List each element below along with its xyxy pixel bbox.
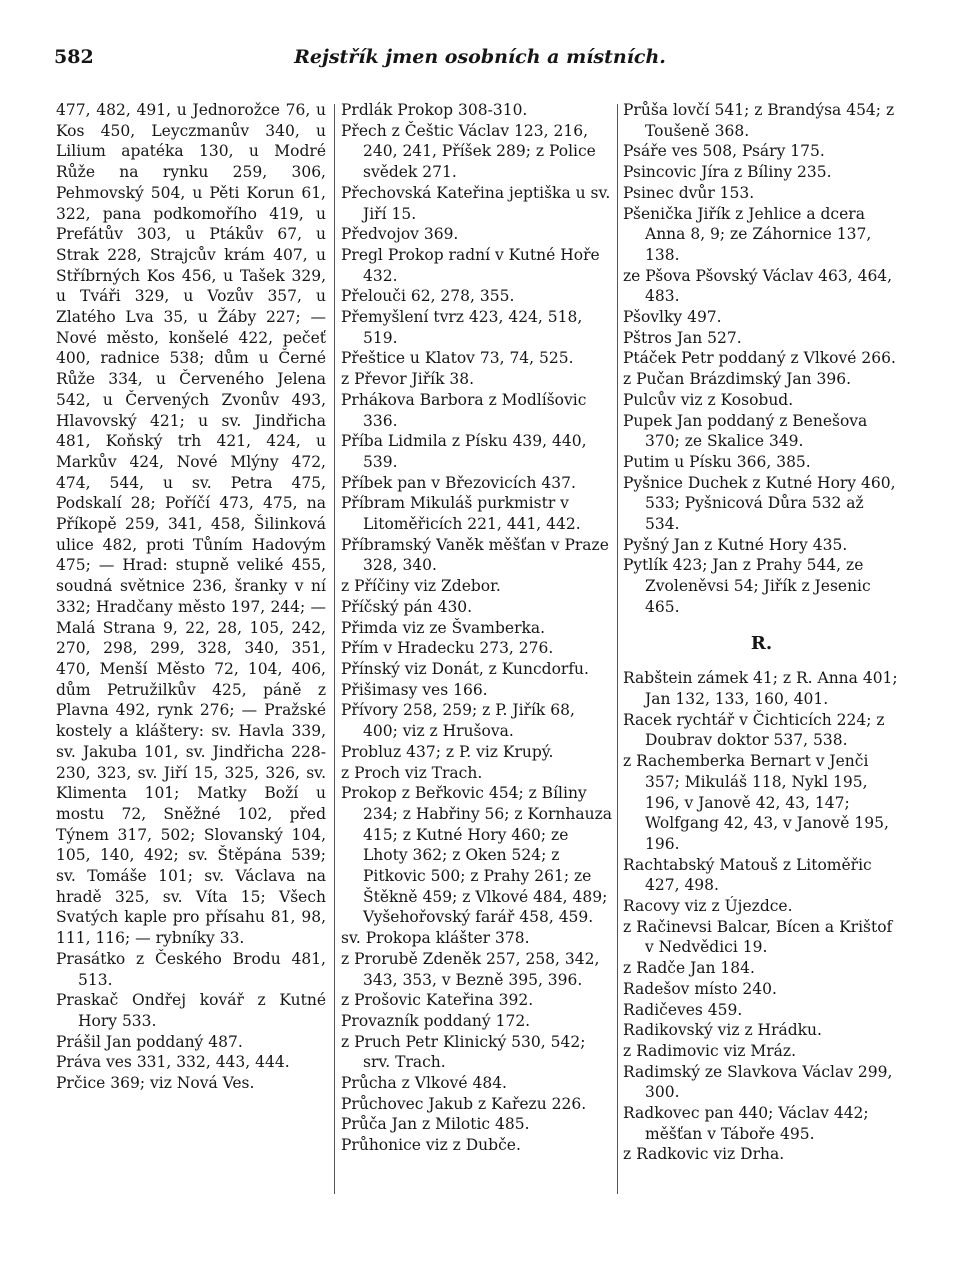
index-entry: Probluz 437; z P. viz Krupý. — [341, 742, 554, 761]
index-entry: z Rachemberka Bernart v Jenči 357; Mikuláš 118, Nykl 195, 196, v Janově 42, 43, 147; Wolfgang 42, 43, v Janově 195, 196. — [623, 752, 889, 853]
index-entry: Prhákova Barbora z Modlíšovic 336. — [341, 390, 587, 430]
index-column-1 — [56, 100, 326, 1094]
index-entry: Prokop z Beřkovic 454; z Bíliny 234; z Habřiny 56; z Kornhauza 415; z Kutné Hory 460; ze Lhoty 362; z Oken 524; z Pitkovic 500; z Prahy 261; ze Štěkně 459; z Vlkové 484, 489; Vyšehořovský farář 458, 459. — [341, 784, 613, 927]
index-entry: Přínský viz Donát, z Kuncdorfu. — [341, 659, 589, 678]
index-entry: Přelouči 62, 278, 355. — [341, 287, 515, 306]
index-entry: z Proch viz Trach. — [341, 763, 483, 782]
index-entry: Přišimasy ves 166. — [341, 680, 488, 699]
index-entry: Průča Jan z Milotic 485. — [341, 1115, 530, 1134]
index-entry: Přemyšlení tvrz 423, 424, 518, 519. — [341, 308, 583, 347]
index-entry: Radičeves 459. — [623, 1000, 743, 1019]
index-entry: ze Pšova Pšovský Václav 463, 464, 483. — [623, 266, 893, 306]
index-entry: z Převor Jiřík 38. — [341, 370, 475, 389]
index-entry: z Radkovic viz Drha. — [623, 1145, 785, 1164]
index-entry: Příbek pan v Březovicích 437. — [341, 473, 576, 492]
index-entry: Ptáček Petr poddaný z Vlkové 266. — [623, 349, 896, 368]
index-entry: z Radimovic viz Mráz. — [623, 1041, 797, 1060]
index-entry: Pregl Prokop radní v Kutné Hoře 432. — [341, 245, 600, 285]
index-entry: Prčice 369; viz Nová Ves. — [56, 1074, 255, 1093]
column-divider — [334, 104, 335, 1194]
index-entry: Pyšný Jan z Kutné Hory 435. — [623, 535, 848, 554]
index-entry: Putim u Písku 366, 385. — [623, 452, 811, 471]
index-entry: Průchovec Jakub z Kařezu 226. — [341, 1094, 587, 1113]
index-entry: Přím v Hradecku 273, 276. — [341, 639, 554, 658]
index-entry: z Pruch Petr Klinický 530, 542; srv. Trach. — [341, 1032, 586, 1072]
index-entry: Předvojov 369. — [341, 225, 459, 244]
index-entry: Prasátko z Českého Brodu 481, 513. — [56, 949, 326, 989]
page-number: 582 — [54, 46, 94, 68]
index-entry: Racovy viz z Újezdce. — [623, 897, 793, 916]
index-entry: Přechovská Kateřina jeptiška u sv. Jiří 15. — [341, 183, 611, 223]
index-entry-continuation: 477, 482, 491, u Jednorožce 76, u Kos 450, Leyczmanův 340, u Lilium apatéka 130, u Modré Růže na rynku 259, 306, Pehmovský 504, u Pěti Korun 61, 322, pana podkomořího 419, u Prefátův 303, u Ptákův 67, u Strak 228, Strajcův krám 407, u Stříbrných Kos 456, u Tašek 329, u Tváři 329, u Vozův 357, u Zlatého Lva 35, u Žáby 227; — Nové město, konšelé 422, pečeť 400, radnice 538; dům u Černé Růže 334, u Červeného Jelena 542, u Červených Zvonův 493, Hlavovský 421; u sv. Jindřicha 481, Koňský trh 421, 424, u Markův 424, Nové Mlýny 472, 474, 544, u sv. Petra 475, Podskalí 28; Poříčí 473, 475, na Příkopě 259, 341, 458, Šilinková ulice 482, proti Tůním Hadovým 475; — Hrad: stupně veliké 455, soudná světnice 236, šranky v ní 332; Hradčany město 197, 244; — Malá Strana 9, 22, 28, 105, 242, 270, 298, 299, 328, 340, 351, 470, Menší Město 72, 104, 406, dům Petružilkův 425, páně z Plavna 492, rynk 276; — Pražské kostely a kláštery: sv. Havla 339, sv. Jakuba 101, sv. Jindřicha 228-230, 323, sv. Jiří 15, 325, 326, sv. Klimenta 101; Matky Boží u mostu 72, Sněžné 102, před Týnem 317, 502; Slovanský 104, 105, 140, 492; sv. Štěpána 539; sv. Tomáše 101; sv. Václava na hradě 325, sv. Víta 15; Všech Svatých kaple pro přísahu 81, 98, 111, 116; — rybníky 33. — [56, 101, 326, 948]
index-entry: Provazník poddaný 172. — [341, 1011, 531, 1030]
index-entry: Práva ves 331, 332, 443, 444. — [56, 1053, 290, 1072]
index-entry: Pupek Jan poddaný z Benešova 370; ze Skalice 349. — [623, 411, 868, 451]
index-entry: Přimda viz ze Švamberka. — [341, 618, 546, 637]
index-entry: Psinec dvůr 153. — [623, 183, 755, 202]
index-entry: Příba Lidmila z Písku 439, 440, 539. — [341, 432, 587, 471]
index-entry: Pštros Jan 527. — [623, 328, 742, 347]
index-column-3 — [623, 100, 900, 1165]
index-entry: Praskač Ondřej kovář z Kutné Hory 533. — [56, 991, 326, 1030]
index-entry: Radimský ze Slavkova Václav 299, 300. — [623, 1062, 893, 1102]
index-entry: Přívory 258, 259; z P. Jiřík 68, 400; viz z Hrušova. — [341, 701, 575, 741]
index-entry: Radkovec pan 440; Václav 442; měšťan v Táboře 495. — [623, 1104, 869, 1143]
index-entry: sv. Prokopa klášter 378. — [341, 929, 530, 948]
index-column-2 — [341, 100, 613, 1156]
index-entry: Pytlík 423; Jan z Prahy 544, ze Zvoleněvsi 54; Jiřík z Jesenic 465. — [623, 556, 871, 616]
index-entry: Pšovlky 497. — [623, 308, 722, 327]
index-entry: Prdlák Prokop 308-310. — [341, 101, 528, 119]
column-divider — [617, 104, 618, 1194]
index-entry: Pulcův viz z Kosobud. — [623, 390, 794, 409]
running-title: Rejstřík jmen osobních a místních. — [294, 46, 666, 68]
section-heading: R. — [750, 632, 773, 654]
index-entry: z Pučan Brázdimský Jan 396. — [623, 370, 852, 389]
index-entry: Radikovský viz z Hrádku. — [623, 1021, 822, 1040]
index-entry: Příčský pán 430. — [341, 597, 473, 616]
index-entry: z Radče Jan 184. — [623, 959, 755, 978]
index-entry: Prášil Jan poddaný 487. — [56, 1032, 243, 1051]
index-entry: Rachtabský Matouš z Litoměřic 427, 498. — [623, 855, 872, 895]
index-entry: Psincovic Jíra z Bíliny 235. — [623, 163, 832, 182]
index-entry: Psáře ves 508, Psáry 175. — [623, 142, 825, 161]
index-entry: z Račinevsi Balcar, Bícen a Krištof v Nedvědici 19. — [623, 917, 893, 957]
index-entry: Racek rychtář v Čichticích 224; z Doubrav doktor 537, 538. — [623, 710, 885, 750]
index-entry: Průcha z Vlkové 484. — [341, 1074, 507, 1093]
index-entry: Pšenička Jiřík z Jehlice a dcera Anna 8, 9; ze Záhornice 137, 138. — [623, 204, 872, 264]
index-entry: Rabštein zámek 41; z R. Anna 401; Jan 132, 133, 160, 401. — [623, 669, 898, 708]
index-entry: Přeštice u Klatov 73, 74, 525. — [341, 349, 574, 368]
index-entry: Průša lovčí 541; z Brandýsa 454; z Toušeně 368. — [623, 101, 895, 140]
index-entry: z Příčiny viz Zdebor. — [341, 577, 501, 596]
index-entry: Přech z Češtic Václav 123, 216, 240, 241, Příšek 289; z Police svědek 271. — [341, 121, 596, 182]
index-entry: Průhonice viz z Dubče. — [341, 1136, 521, 1155]
index-entry: Pyšnice Duchek z Kutné Hory 460, 533; Pyšnicová Důra 532 až 534. — [623, 473, 896, 534]
index-entry: Radešov místo 240. — [623, 979, 777, 998]
index-entry: Příbram Mikuláš purkmistr v Litoměřicích 221, 441, 442. — [341, 494, 581, 534]
index-entry: z Prorubě Zdeněk 257, 258, 342, 343, 353, v Bezně 395, 396. — [341, 949, 600, 989]
index-entry: Příbramský Vaněk měšťan v Praze 328, 340. — [341, 535, 609, 575]
index-entry: z Prošovic Kateřina 392. — [341, 991, 534, 1010]
